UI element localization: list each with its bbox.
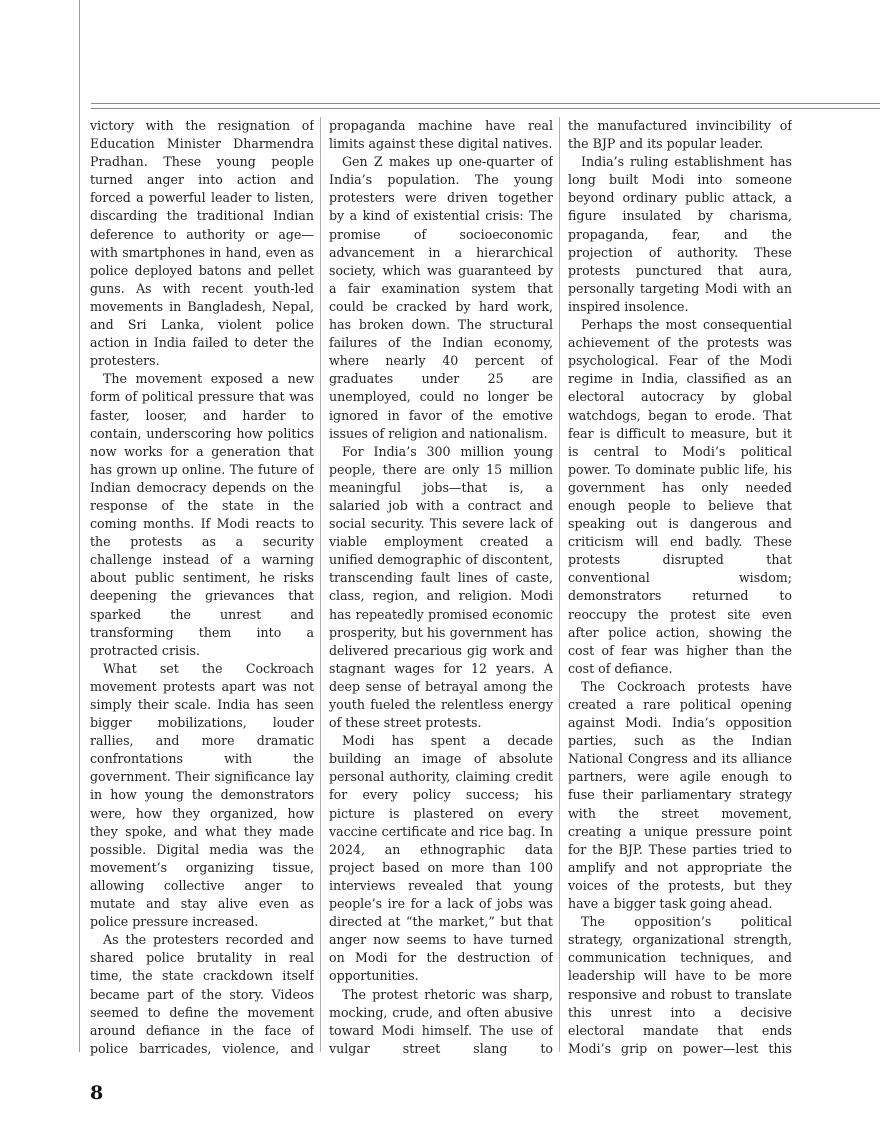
column-divider [559,117,560,1052]
paragraph: propaganda machine have real limits against these digital natives. [329,118,553,152]
paragraph: The Cockroach protests have created a rare political opening against Modi. India’s opposition parties, such as the Indian National Congress and its alliance partners, were agile enough to fuse their parliamentary strategy with the street movement, creating a unique pressure point for the BJP. These parties tried to amplify and not appropriate the voices of the protests, but they have a bigger task going ahead. [568,678,792,912]
paragraph: the manufactured invincibility of the BJP and its popular leader. [568,118,792,152]
page-number: 8 [90,1082,104,1104]
text-column-2 [329,117,553,1057]
paragraph: Perhaps the most consequential achievement of the protests was psychological. Fear of the Modi regime in India, classified as an electoral autocracy by global watchdogs, began to erode. That fear is difficult to measure, but it is central to Modi’s political power. To dominate public life, his government has only needed enough people to believe that speaking out is dangerous and criticism will end badly. These protests disrupted that conventional wisdom; demonstrators returned to reoccupy the protest site even after police action, showing the cost of fear was higher than the cost of defiance. [568,317,792,676]
paragraph: As the protesters recorded and shared police brutality in real time, the state crackdown itself became part of the story. Videos seemed to define the movement around defiance in the face of police barricades, violence, and [90,932,314,1056]
paragraph: India’s ruling establishment has long built Modi into someone beyond ordinary public attack, a figure insulated by charisma, propaganda, fear, and the projection of authority. These protests punctured that aura, personally targeting Modi with an inspired insolence. [568,154,792,314]
header-rule-bottom [91,108,880,109]
paragraph: Gen Z makes up one-quarter of India’s population. The young protesters were driven together by a kind of existential crisis: The promise of socioeconomic advancement in a hierarchical society, which was guaranteed by a fair examination system that could be cracked by hard work, has broken down. The structural failures of the Indian economy, where nearly 40 percent of graduates under 25 are unemployed, could no longer be ignored in favor of the emotive issues of religion and nationalism. [329,154,553,441]
paragraph: The protest rhetoric was sharp, mocking, crude, and often abusive toward Modi himself. The use of vulgar street slang to [329,986,553,1056]
header-rule-top [91,103,880,104]
paragraph: The opposition’s political strategy, organizational strength, communication techniques, and leadership will have to be more responsive and robust to translate this unrest into a decisive electoral mandate that ends Modi’s grip on power—lest this [568,914,792,1056]
text-column-3 [568,117,792,1057]
paragraph: The movement exposed a new form of political pressure that was faster, looser, and harder to contain, underscoring how politics now works for a generation that has grown up online. The future of Indian democracy depends on the response of the state in the coming months. If Modi reacts to the protests as a security challenge instead of a warning about public sentiment, he risks deepening the grievances that sparked the unrest and transforming them into a protracted crisis. [90,371,314,658]
paragraph: victory with the resignation of Education Minister Dharmendra Pradhan. These young people turned anger into action and forced a powerful leader to listen, discarding the traditional Indian deference to authority or age—with smartphones in hand, even as police deployed batons and pellet guns. As with recent youth-led movements in Bangladesh, Nepal, and Sri Lanka, violent police action in India failed to deter the protesters. [90,118,314,369]
paragraph: For India’s 300 million young people, there are only 15 million meaningful jobs—that is, a salaried job with a contract and social security. This severe lack of viable employment created a unified demographic of discontent, transcending fault lines of caste, class, region, and religion. Modi has repeatedly promised economic prosperity, but his government has delivered precarious gig work and stagnant wages for 12 years. A deep sense of betrayal among the youth fueled the relentless energy of these street protests. [329,443,553,731]
text-column-1 [90,117,314,1057]
paragraph: What set the Cockroach movement protests apart was not simply their scale. India has seen bigger mobilizations, louder rallies, and more dramatic confrontations with the government. Their significance lay in how young the demonstrators were, how they organized, how they spoke, and what they made possible. Digital media was the movement’s organizing tissue, allowing collective anger to mutate and stay alive even as police pressure increased. [90,660,314,930]
column-divider [320,117,321,1052]
left-margin-rule [79,0,80,1052]
paragraph: Modi has spent a decade building an image of absolute personal authority, claiming credit for every policy success; his picture is plastered on every vaccine certificate and rice bag. In 2024, an ethnographic data project based on more than 100 interviews revealed that young people’s ire for a lack of jobs was directed at “the market,” but that anger now seems to have turned on Modi for the destruction of opportunities. [329,733,553,984]
